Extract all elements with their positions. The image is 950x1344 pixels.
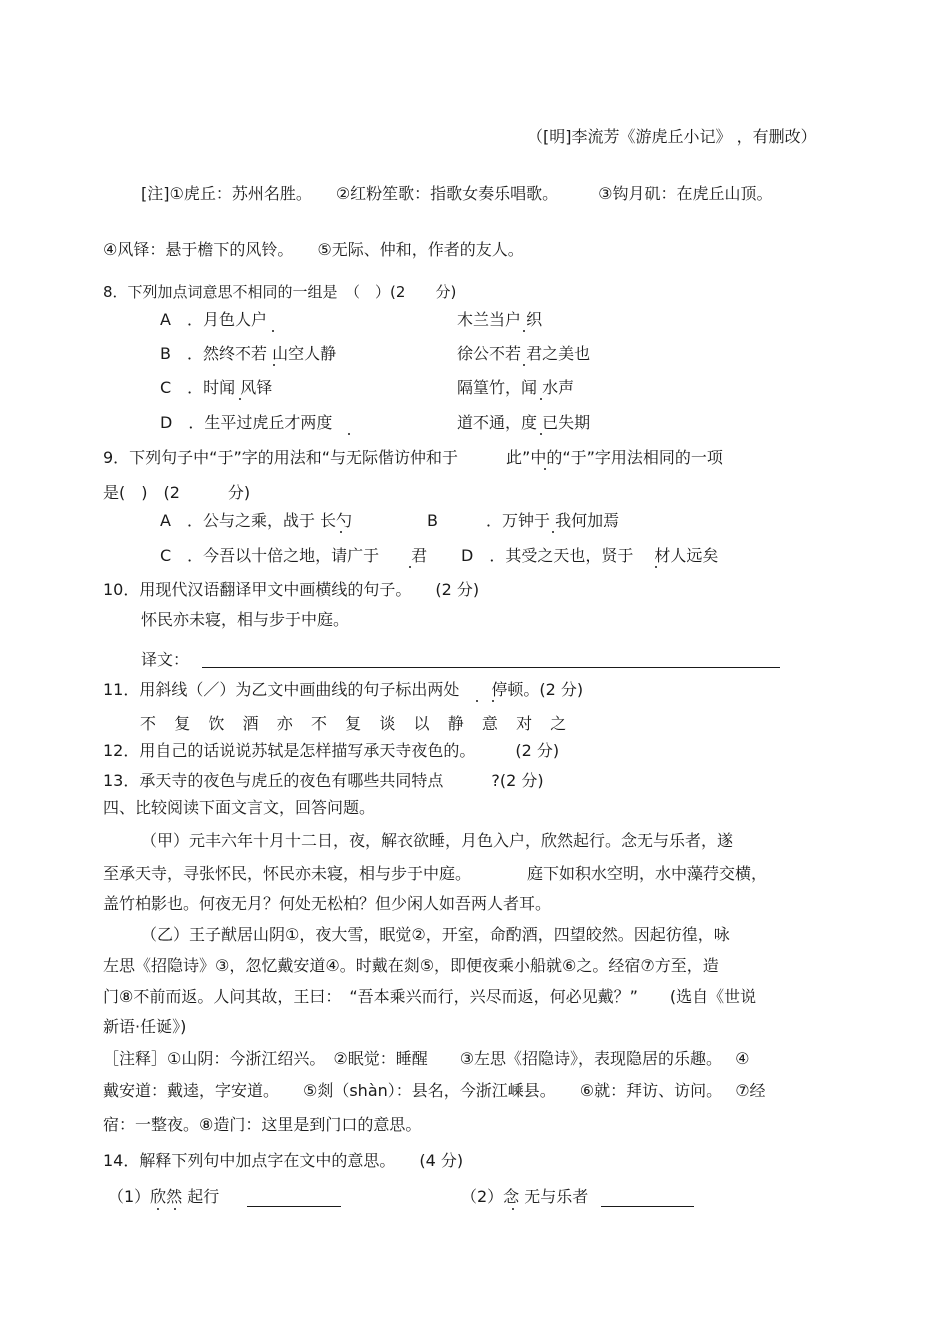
q11-char[interactable]: 以 [413, 714, 430, 733]
q11-char[interactable]: 亦 [276, 714, 293, 733]
q11-char[interactable]: 酒 [242, 714, 259, 733]
q11-char[interactable]: 饮 [208, 714, 225, 733]
q8-option-b-left: B ．然终不若 山空人静 [160, 344, 337, 363]
q10-stem: 10．用现代汉语翻译甲文中画横线的句子。 (2 分) [103, 580, 480, 599]
q9-stem-2: 是( ) (2 分) [103, 483, 251, 502]
q12-stem: 12．用自己的话说说苏轼是怎样描写承天寺夜色的。 (2 分) [103, 741, 560, 760]
q8-option-d-right: 道不通，度 已失期 [457, 413, 591, 432]
emphasis-dot [544, 468, 546, 470]
q10-sentence: 怀民亦未寝，相与步于中庭。 [141, 610, 350, 629]
q11-char[interactable]: 不 [310, 714, 327, 733]
q14-item-2: （2）念 无与乐者 [461, 1187, 589, 1206]
notes-b-line-1: ［注释］①山阴：今浙江绍兴。 ②眠觉：睡醒 ③左思《招隐诗》，表现隐居的乐趣。 ④ [103, 1049, 750, 1068]
q11-char[interactable]: 对 [516, 714, 533, 733]
q8-option-c-right: 隔篁竹，闻 水声 [457, 378, 575, 397]
emphasis-dot [552, 531, 554, 533]
q8-stem: 8．下列加点词意思不相同的一组是 （ ）(2 分) [103, 283, 457, 301]
emphasis-dot [348, 433, 350, 435]
passage-b-line-4: 新语·任诞》) [103, 1017, 187, 1036]
q10-answer-line[interactable] [202, 667, 780, 668]
q8-option-b-right: 徐公不若 君之美也 [457, 344, 591, 363]
q11-char[interactable]: 谈 [379, 714, 396, 733]
section-4-heading: 四、比较阅读下面文言文，回答问题。 [103, 798, 376, 817]
emphasis-dot [239, 398, 241, 400]
passage-a-line-1: （甲）元丰六年十月十二日，夜，解衣欲睡，月色入户，欣然起行。念无与乐者，遂 [141, 831, 734, 850]
emphasis-dot [492, 700, 494, 702]
notes-line-2: ④风铎：悬于檐下的风铃。 ⑤无际、仲和，作者的友人。 [103, 240, 524, 259]
emphasis-dot [340, 531, 342, 533]
q14-stem: 14．解释下列句中加点字在文中的意思。 (4 分) [103, 1151, 464, 1170]
q9-stem: 9．下列句子中“于”字的用法和“与无际偕访仲和于 此”中的“于”字用法相同的一项 [103, 448, 723, 467]
emphasis-dot [523, 364, 525, 366]
q10-answer-label: 译文： [141, 650, 190, 669]
q11-char[interactable]: 静 [447, 714, 464, 733]
q8-option-a-right: 木兰当户 织 [457, 310, 543, 329]
q11-char[interactable]: 之 [550, 714, 567, 733]
passage-a-line-3: 盖竹柏影也。何夜无月？何处无松柏？但少闲人如吾两人者耳。 [103, 894, 552, 913]
emphasis-dot [272, 330, 274, 332]
passage-b-line-3: 门⑧不前而返。人问其故，王曰： “吾本乘兴而行，兴尽而返，何必见戴？” (选自《世说 [103, 987, 757, 1006]
emphasis-dot [273, 364, 275, 366]
q11-char[interactable]: 复 [174, 714, 191, 733]
emphasis-dot [476, 700, 478, 702]
q11-char[interactable]: 意 [481, 714, 498, 733]
q11-char[interactable]: 复 [345, 714, 362, 733]
q14-answer-line-2[interactable] [601, 1206, 694, 1207]
q8-option-c-left: C ．时闻 风铎 [160, 378, 273, 397]
emphasis-dot [540, 398, 542, 400]
q11-char[interactable]: 不 [140, 714, 157, 733]
q14-item-1: （1）欣然 起行 [108, 1187, 220, 1206]
q9-option-a: A ．公与之乘，战于 长勺 [160, 511, 353, 530]
emphasis-dot [523, 330, 525, 332]
emphasis-dot [655, 566, 657, 568]
emphasis-dot [409, 566, 411, 568]
notes-b-line-3: 宿：一整夜。⑧造门：这里是到门口的意思。 [103, 1115, 422, 1134]
passage-a-line-2: 至承天寺，寻张怀民，怀民亦未寝，相与步于中庭。 庭下如积水空明，水中藻荇交横， [103, 864, 768, 883]
emphasis-dot [157, 1208, 159, 1210]
q13-stem: 13．承天寺的夜色与虎丘的夜色有哪些共同特点 ?(2 分) [103, 771, 544, 790]
q11-stem: 11．用斜线（／）为乙文中画曲线的句子标出两处 停顿。(2 分) [103, 680, 584, 699]
q9-option-d: D ．其受之天也，贤于 材人远矣 [461, 546, 719, 565]
emphasis-dot [512, 1208, 514, 1210]
q8-option-d-left: D ．生平过虎丘才两度 [160, 413, 333, 432]
q9-option-b: B ．万钟于 我何加焉 [427, 511, 620, 530]
emphasis-dot [174, 1208, 176, 1210]
q9-option-c: C ．今吾以十倍之地，请广于 君 [160, 546, 428, 565]
emphasis-dot [540, 433, 542, 435]
notes-line-1: [注]①虎丘：苏州名胜。 ②红粉笙歌：指歌女奏乐唱歌。 ③钩月矶：在虎丘山顶。 [141, 184, 773, 203]
source-note: （[明]李流芳《游虎丘小记》 ，有删改） [527, 127, 817, 146]
passage-b-line-1: （乙）王子猷居山阴①，夜大雪，眠觉②，开室，命酌酒，四望皎然。因起彷徨，咏 [141, 925, 730, 944]
notes-b-line-2: 戴安道：戴逵，字安道。 ⑤剡（shàn）：县名，今浙江嵊县。 ⑥就：拜访、访问。 ⑦经 [103, 1081, 766, 1100]
passage-b-line-2: 左思《招隐诗》③，忽忆戴安道④。时戴在剡⑤，即便夜乘小船就⑥之。经宿⑦方至，造 [103, 956, 719, 975]
q8-option-a-left: A ．月色人户 [160, 310, 267, 329]
q11-sentence [140, 711, 584, 734]
q14-answer-line-1[interactable] [247, 1206, 341, 1207]
